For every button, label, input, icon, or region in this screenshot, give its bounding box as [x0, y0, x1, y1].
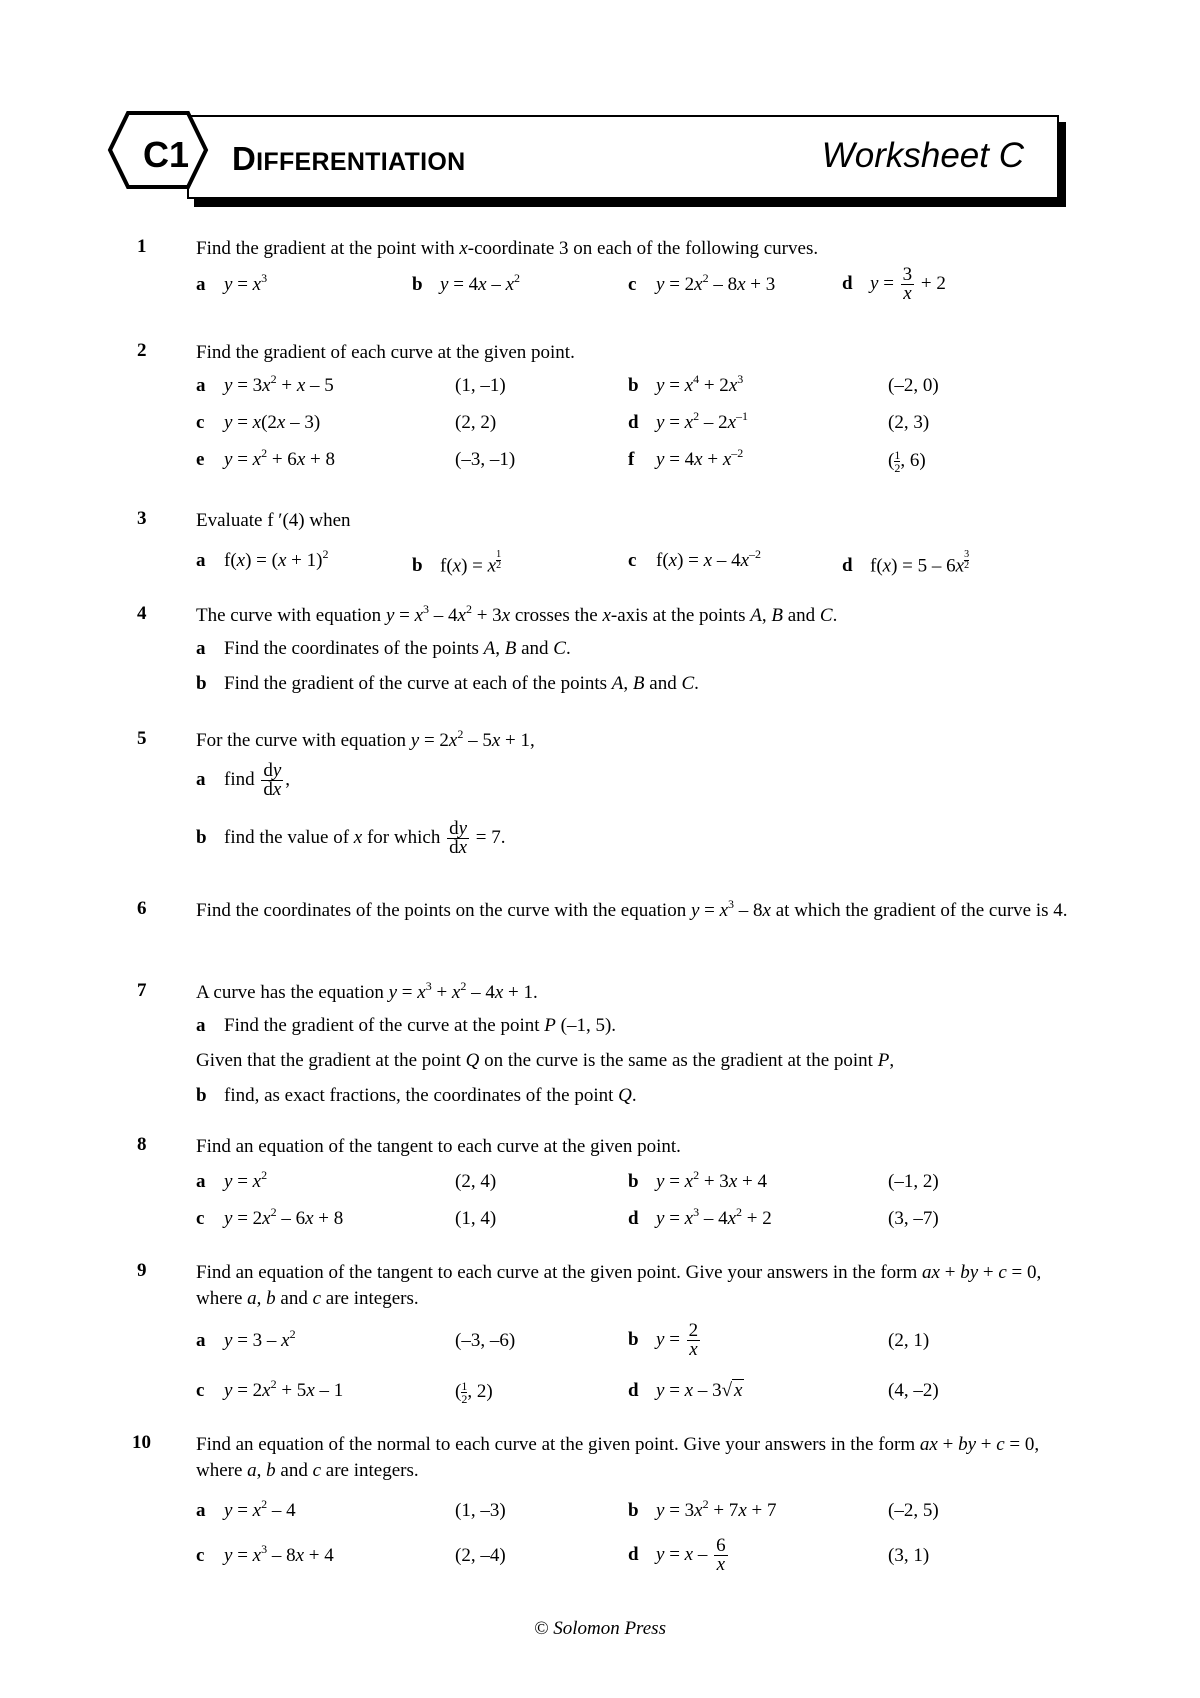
- question-number: 2: [137, 340, 147, 361]
- question-text: Find an equation of the tangent to each curve at the given point.: [196, 1136, 681, 1157]
- question-text: Find the coordinates of the points on the curve with the equation $y = x^3 - 8x$ at which the gradient of the curve is 4.: [196, 897, 1068, 921]
- part-f-point: ( $\frac{1}{2}$ , 6): [888, 448, 926, 475]
- title-rest: IFFERENTIATION: [256, 148, 466, 176]
- part-d-point: (3, 1): [888, 1545, 930, 1566]
- part-e-point: (–3, –1): [455, 449, 516, 470]
- copyright-footer: © Solomon Press: [534, 1618, 666, 1639]
- parts-row: [0, 1377, 1200, 1410]
- question-number: 10: [132, 1432, 151, 1453]
- part-a: a find $\frac{dy}{dx}$ ,: [196, 760, 291, 800]
- part-a: a $y = x^3$: [196, 271, 268, 295]
- question-number: 5: [137, 728, 147, 749]
- part-b-point: (2, 1): [888, 1330, 930, 1351]
- part-d-point: (3, –7): [888, 1208, 939, 1229]
- parts-row: [0, 446, 1200, 479]
- title-initial: D: [232, 140, 257, 177]
- part-a: a $y = 3 - x^2$: [196, 1327, 296, 1351]
- part-c-point: (2, 2): [455, 412, 497, 433]
- worksheet-label: Worksheet C: [821, 136, 1024, 175]
- part-c-point: (1, 4): [455, 1208, 497, 1229]
- part-c: c $y = x^3 - 8x + 4$: [196, 1542, 334, 1566]
- part-d-point: (4, –2): [888, 1380, 939, 1401]
- question-text: Find an equation of the tangent to each curve at the given point. Give your answers in the form ax + by + c = 0, where a, b and c are integers.: [196, 1262, 1042, 1309]
- parts-row: [0, 547, 1200, 580]
- question-text: Evaluate f ′(4) when: [196, 510, 351, 531]
- part-a-point: (–3, –6): [455, 1330, 516, 1351]
- part-b: b $y = x^4 + 2x^3$: [628, 372, 744, 396]
- part-c: c $y = 2x^2 + 5x - 1$: [196, 1377, 344, 1401]
- worksheet-title: [232, 140, 465, 178]
- part-a: a Find the gradient of the curve at the point P (–1, 5).: [196, 1015, 617, 1036]
- part-a-point: (1, –1): [455, 375, 506, 396]
- parts-row: [0, 1497, 1200, 1530]
- course-code: C1: [142, 134, 190, 175]
- part-b-point: (–2, 5): [888, 1500, 939, 1521]
- parts-row: [0, 1535, 1200, 1575]
- question-number: 4: [137, 603, 147, 624]
- question-number: 9: [137, 1260, 147, 1281]
- part-c: c $f(x) = x - 4x^{-2}$: [628, 547, 762, 571]
- given-text: Given that the gradient at the point Q on the curve is the same as the gradient at the point P,: [196, 1050, 895, 1071]
- question-number: 7: [137, 980, 147, 1001]
- part-b: b find, as exact fractions, the coordinates of the point Q.: [196, 1085, 637, 1106]
- part-b: b $y = 3x^2 + 7x + 7$: [628, 1497, 777, 1521]
- question-number: 6: [137, 898, 147, 919]
- part-a: a $y = x^2$: [196, 1168, 268, 1192]
- part-a: a $y = x^2 - 4$: [196, 1497, 296, 1521]
- part-b: b $y = 4x - x^2$: [412, 271, 521, 295]
- part-d: d $y = x^3 - 4x^2 + 2$: [628, 1205, 772, 1229]
- part-a: a $f(x) = (x + 1)^2$: [196, 547, 329, 571]
- parts-row: [0, 1320, 1200, 1360]
- question-number: 1: [137, 236, 147, 257]
- part-d: d y = $\frac{3}{x}$ + 2: [842, 264, 946, 304]
- question-text: Find the gradient at the point with x-coordinate 3 on each of the following curves.: [196, 238, 819, 259]
- part-d: d f(x) = 5 – 6x $^{\frac{3}{2}}$: [842, 549, 970, 577]
- part-d: d $y = x^2 - 2x^{-1}$: [628, 409, 749, 433]
- question-number: 3: [137, 508, 147, 529]
- parts-row: [0, 264, 1200, 304]
- part-f: f $y = 4x + x^{-2}$: [628, 446, 744, 470]
- part-c-point: (2, –4): [455, 1545, 506, 1566]
- part-a-point: (2, 4): [455, 1171, 497, 1192]
- part-c: c $y = 2x^2 - 6x + 8$: [196, 1205, 344, 1229]
- part-a: a Find the coordinates of the points A, B and C.: [196, 638, 571, 659]
- part-d: d y = x – $\frac{6}{x}$: [628, 1535, 726, 1575]
- part-c: c $y = 2x^2 - 8x + 3$: [628, 271, 776, 295]
- part-b-point: (–2, 0): [888, 375, 939, 396]
- part-e: e $y = x^2 + 6x + 8$: [196, 446, 335, 470]
- parts-row: [0, 1168, 1200, 1201]
- worksheet-header: [108, 110, 1068, 210]
- question-number: 8: [137, 1134, 147, 1155]
- part-b: b Find the gradient of the curve at each of the points A, B and C.: [196, 673, 699, 694]
- parts-row: [0, 409, 1200, 442]
- part-b: b find the value of x for which $\frac{dy}{dx}$ = 7.: [196, 818, 506, 858]
- question-text: Find an equation of the normal to each curve at the given point. Give your answers in the form ax + by + c = 0, where a, b and c are integers.: [196, 1434, 1040, 1481]
- question-text: Find the gradient of each curve at the given point.: [196, 342, 575, 363]
- parts-row: [0, 372, 1200, 405]
- part-a: a $y = 3x^2 + x - 5$: [196, 372, 334, 396]
- part-b: b y = $\frac{2}{x}$: [628, 1320, 699, 1360]
- part-a-point: (1, –3): [455, 1500, 506, 1521]
- part-b-point: (–1, 2): [888, 1171, 939, 1192]
- part-c-point: ( $\frac{1}{2}$ , 2): [455, 1379, 493, 1406]
- part-d-point: (2, 3): [888, 412, 930, 433]
- part-b: b $y = x^2 + 3x + 4$: [628, 1168, 767, 1192]
- question-text: A curve has the equation $y = x^3 + x^2 - 4x + 1$.: [196, 979, 538, 1003]
- parts-row: [0, 1205, 1200, 1238]
- part-c: c y = x(2x – 3): [196, 412, 321, 433]
- question-text: The curve with equation $y = x^3 - 4x^2 + 3x$ crosses the x-axis at the points A, B and C.: [196, 602, 838, 626]
- part-d: d y = x – 3√ x: [628, 1380, 743, 1401]
- question-text: For the curve with equation $y = 2x^2 - 5x + 1$,: [196, 727, 535, 751]
- part-b: b f(x) = x $^{\frac{1}{2}}$: [412, 549, 502, 577]
